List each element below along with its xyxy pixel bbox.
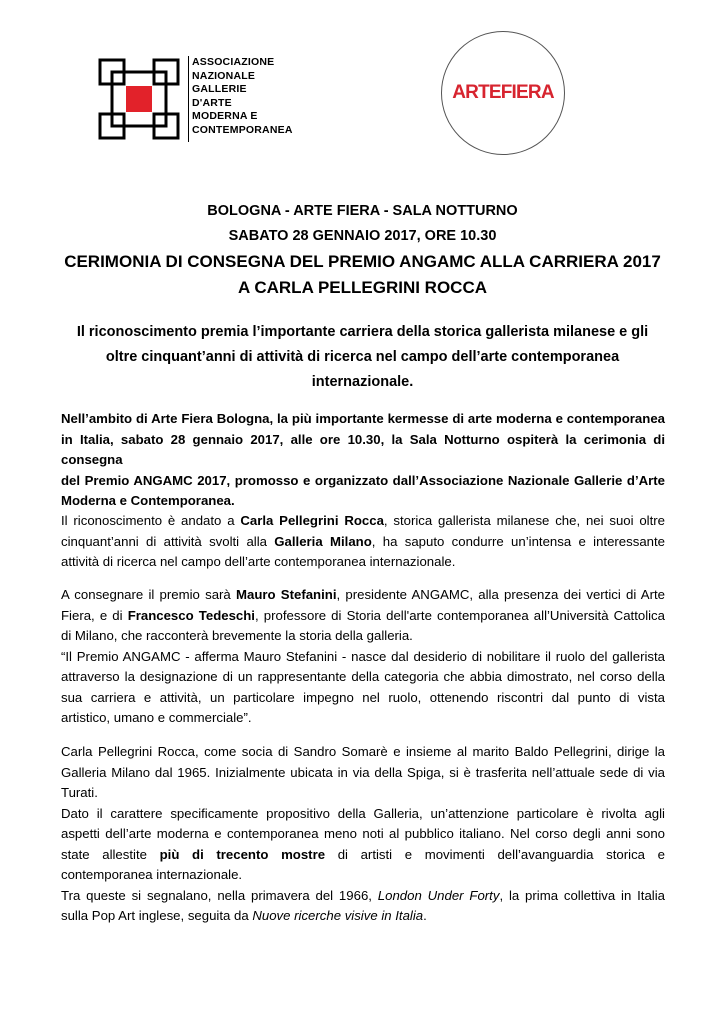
- paragraph-line: Turati.: [61, 785, 98, 800]
- intro-line: del Premio ANGAMC 2017, promosso e organizzato dall’Associazione Nazionale Gallerie d’Arte: [61, 472, 665, 488]
- event-location: BOLOGNA - ARTE FIERA - SALA NOTTURNO: [207, 203, 518, 219]
- subtitle-line: Il riconoscimento premia l’importante carriera della storica gallerista milanese e gli: [76, 324, 649, 340]
- text-run: , la prima collettiva in Italia: [499, 887, 665, 903]
- paragraph-2: [61, 585, 665, 729]
- paragraph-line: [61, 845, 665, 866]
- subtitle-line: oltre cinquant’anni di attività di ricerca nel campo dell’arte contemporanea: [105, 349, 620, 365]
- angamc-logo: [98, 56, 310, 142]
- angamc-line: MODERNA E: [192, 110, 258, 123]
- angamc-logo-text: [192, 56, 310, 138]
- angamc-mark-icon: [98, 58, 180, 140]
- exhibitions-count: più di trecento mostre: [159, 846, 326, 862]
- angamc-line: NAZIONALE: [192, 69, 256, 82]
- president-name: Mauro Stefanini: [236, 587, 337, 602]
- text-run: A consegnare il premio sarà: [61, 587, 236, 602]
- paragraph-1: [61, 511, 665, 573]
- paragraph-line: [61, 906, 665, 927]
- text-run: , presidente ANGAMC, alla presenza dei vertici di Arte: [336, 587, 665, 602]
- angamc-line: ASSOCIAZIONE: [192, 56, 275, 68]
- text-run: , professore di Storia dell'arte contemporanea all’Università Cattolica: [254, 607, 665, 623]
- paragraph-line: Carla Pellegrini Rocca, come socia di Sandro Somarè e insieme al marito Baldo Pellegrini, dirige la: [61, 744, 665, 759]
- text-run: , ha saputo condurre un’intensa e interessante: [371, 533, 665, 549]
- paragraph-3: [61, 742, 665, 927]
- text-run: Tra queste si segnalano, nella primavera del 1966,: [61, 887, 378, 903]
- paragraph-line: di Milano, che racconterà brevemente la storia della galleria.: [61, 628, 413, 643]
- paragraph-line: [61, 511, 665, 532]
- artefiera-logo: [441, 31, 565, 155]
- intro-line: Moderna e Contemporanea.: [61, 493, 235, 508]
- quote-line: “Il Premio ANGAMC - afferma Mauro Stefanini - nasce dal desiderio di nobilitare il ruolo del gallerista: [61, 648, 665, 664]
- subtitle-line: internazionale.: [311, 374, 414, 390]
- text-run: state allestite: [61, 846, 160, 862]
- text-run: .: [423, 908, 427, 923]
- paragraph-line: [61, 585, 665, 606]
- intro-line: Nell’ambito di Arte Fiera Bologna, la più importante kermesse di arte moderna e contemporanea: [61, 411, 665, 426]
- angamc-line: GALLERIE: [192, 83, 247, 96]
- paragraph-line: [61, 606, 665, 627]
- intro-paragraph: [61, 409, 665, 512]
- paragraph-line: attività di ricerca nel campo dell’arte contemporanea internazionale.: [61, 554, 456, 569]
- event-date: SABATO 28 GENNAIO 2017, ORE 10.30: [228, 228, 497, 244]
- angamc-line: CONTEMPORANEA: [192, 123, 293, 136]
- paragraph-line: [61, 886, 665, 907]
- gallery-name: Galleria Milano: [274, 533, 372, 549]
- paragraph-line: Dato il carattere specificamente propositivo della Galleria, un’attenzione particolare è rivolta agli: [61, 805, 665, 821]
- text-run: cinquant’anni di attività svolti alla: [61, 533, 275, 549]
- subtitle: [55, 320, 670, 395]
- text-run: Fiera, e di: [61, 607, 128, 623]
- artefiera-logo-text: ARTEFIERA: [452, 82, 554, 103]
- headline-line-1: CERIMONIA DI CONSEGNA DEL PREMIO ANGAMC ALLA CARRIERA 2017: [64, 252, 661, 271]
- paragraph-line: [61, 532, 665, 553]
- angamc-divider: [188, 56, 189, 142]
- quote-line: artistico, umano e commerciale”.: [61, 710, 252, 725]
- text-run: , storica gallerista milanese che, nei suoi oltre: [383, 513, 666, 528]
- text-run: Il riconoscimento è andato a: [61, 513, 241, 528]
- paragraph-line: aspetti dell’arte moderna e contemporanea meno noti al pubblico italiano. Nel corso degli anni sono: [61, 826, 665, 841]
- quote-line: attraverso la designazione di un rappresentante della categoria che abbia dimostrato, nel corso della: [61, 669, 665, 684]
- angamc-line: D'ARTE: [192, 96, 232, 109]
- laureate-name: Carla Pellegrini Rocca: [240, 513, 384, 528]
- intro-line: in Italia, sabato 28 gennaio 2017, alle ore 10.30, la Sala Notturno ospiterà la cerimonia di consegna: [61, 431, 665, 467]
- text-run: di artisti e movimenti dell’avanguardia storica e: [325, 846, 665, 862]
- paragraph-line: contemporanea internazionale.: [61, 867, 243, 882]
- exhibition-title: London Under Forty: [377, 887, 500, 903]
- paragraph-line: Galleria Milano dal 1965. Inizialmente ubicata in via della Spiga, si è trasferita nell’attuale sede di via: [61, 764, 665, 780]
- quote-line: sua carriera e attività, un particolare impegno nel ruolo, ottenendo riscontri dal punto di vista: [61, 689, 665, 705]
- text-run: sulla Pop Art inglese, seguita da: [61, 908, 253, 923]
- exhibition-title: Nuove ricerche visive in Italia: [252, 908, 424, 923]
- professor-name: Francesco Tedeschi: [127, 607, 255, 623]
- headline-line-2: A CARLA PELLEGRINI ROCCA: [237, 278, 487, 297]
